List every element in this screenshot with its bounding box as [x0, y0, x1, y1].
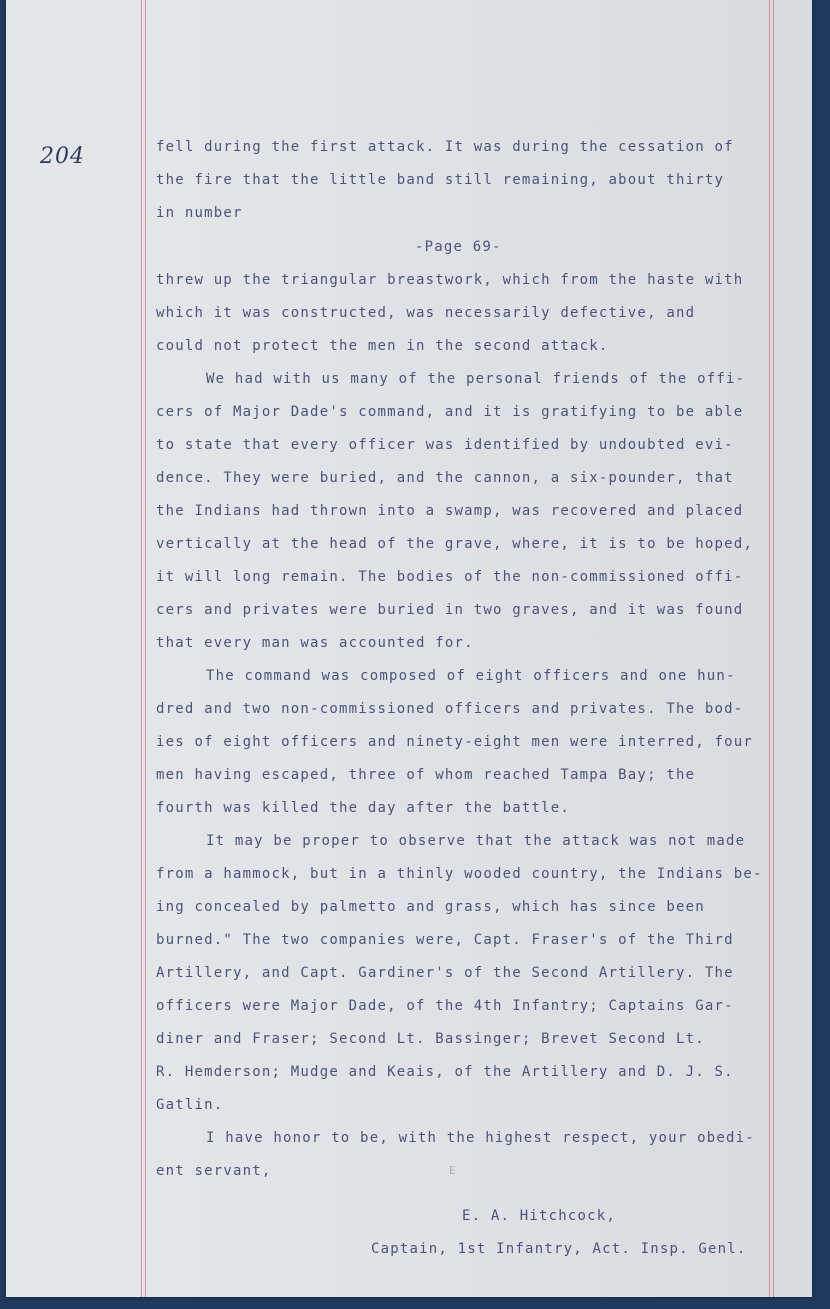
text-line: officers were Major Dade, of the 4th Infantry; Captains Gar- — [156, 998, 734, 1014]
faint-stamp-mark: E — [449, 1164, 456, 1177]
document-page — [6, 0, 812, 1297]
text-line: diner and Fraser; Second Lt. Bassinger; Brevet Second Lt. — [156, 1031, 705, 1047]
text-line: which it was constructed, was necessarily defective, and — [156, 305, 696, 321]
text-line: ent servant, — [156, 1163, 272, 1179]
text-line: cers of Major Dade's command, and it is gratifying to be able — [156, 404, 744, 420]
signature-name: E. A. Hitchcock, — [462, 1208, 617, 1224]
text-line: I have honor to be, with the highest respect, your obedi- — [206, 1130, 755, 1146]
text-line: men having escaped, three of whom reached Tampa Bay; the — [156, 767, 696, 783]
text-line: could not protect the men in the second attack. — [156, 338, 609, 354]
text-line: the fire that the little band still remaining, about thirty — [156, 172, 725, 188]
text-line: ies of eight officers and ninety-eight men were interred, four — [156, 734, 753, 750]
text-line: fourth was killed the day after the battle. — [156, 800, 571, 816]
left-margin-line — [141, 0, 142, 1297]
text-line: We had with us many of the personal friends of the offi- — [206, 371, 746, 387]
text-line: burned." The two companies were, Capt. Fraser's of the Third — [156, 932, 734, 948]
text-line: R. Hemderson; Mudge and Keais, of the Artillery and D. J. S. — [156, 1064, 734, 1080]
text-line: It may be proper to observe that the attack was not made — [206, 833, 746, 849]
text-line: cers and privates were buried in two graves, and it was found — [156, 602, 744, 618]
signature-title: Captain, 1st Infantry, Act. Insp. Genl. — [371, 1241, 747, 1257]
text-line: ing concealed by palmetto and grass, which has since been — [156, 899, 705, 915]
handwritten-page-number: 204 — [40, 144, 85, 169]
text-line: dred and two non-commissioned officers and privates. The bod- — [156, 701, 744, 717]
text-line: Artillery, and Capt. Gardiner's of the Second Artillery. The — [156, 965, 734, 981]
text-line: the Indians had thrown into a swamp, was recovered and placed — [156, 503, 744, 519]
text-line: it will long remain. The bodies of the non-commissioned offi- — [156, 569, 744, 585]
text-line: vertically at the head of the grave, where, it is to be hoped, — [156, 536, 753, 552]
text-line: to state that every officer was identified by undoubted evi- — [156, 437, 734, 453]
text-line: that every man was accounted for. — [156, 635, 474, 651]
text-line: from a hammock, but in a thinly wooded country, the Indians be- — [156, 866, 763, 882]
text-line: fell during the first attack. It was during the cessation of — [156, 139, 734, 155]
left-margin-line-2 — [145, 0, 146, 1297]
right-margin-line-2 — [773, 0, 774, 1297]
text-line: threw up the triangular breastwork, which from the haste with — [156, 272, 744, 288]
text-line: Gatlin. — [156, 1097, 224, 1113]
text-line: in number — [156, 205, 243, 221]
text-line: The command was composed of eight officers and one hun- — [206, 668, 736, 684]
text-line: dence. They were buried, and the cannon, a six-pounder, that — [156, 470, 734, 486]
page-marker: -Page 69- — [415, 239, 502, 255]
